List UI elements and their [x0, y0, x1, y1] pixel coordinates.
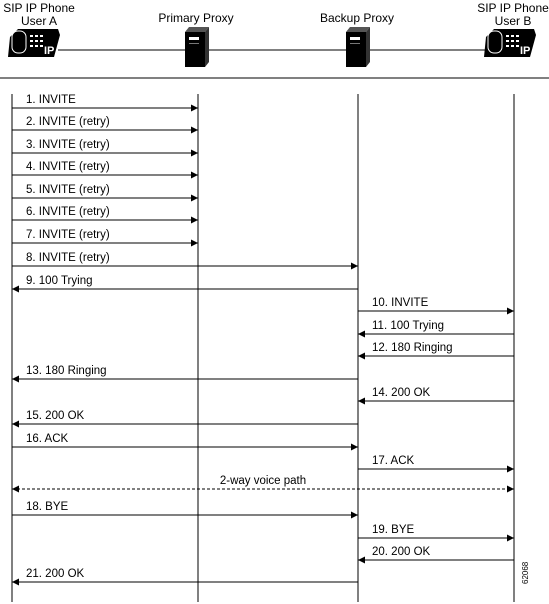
phone-b-line1: SIP IP Phone: [477, 1, 549, 15]
svg-text:IP: IP: [44, 45, 55, 57]
primary-proxy-label: Primary Proxy: [158, 11, 234, 25]
message-label: 17. ACK: [372, 455, 415, 467]
message-label: 4. INVITE (retry): [26, 161, 110, 173]
ip-phone-icon: [8, 29, 60, 57]
server-tower-icon: [346, 27, 370, 67]
message-label: 12. 180 Ringing: [372, 342, 453, 354]
phone-a-line2: User A: [20, 14, 57, 28]
backup-proxy-label: Backup Proxy: [319, 11, 395, 25]
message-label: 10. INVITE: [372, 297, 429, 309]
message-label: 19. BYE: [372, 524, 415, 536]
message-label: 1. INVITE: [26, 94, 76, 106]
phone-a-line1: SIP IP Phone: [3, 1, 75, 15]
message-label: 11. 100 Trying: [372, 320, 445, 332]
message-label: 5. INVITE (retry): [26, 184, 110, 196]
message-label: 20. 200 OK: [372, 546, 431, 558]
message-label: 18. BYE: [26, 501, 69, 513]
ip-phone-icon: [484, 29, 536, 57]
message-label: 13. 180 Ringing: [26, 365, 107, 377]
message-label: 7. INVITE (retry): [26, 229, 110, 241]
message-label: 15. 200 OK: [26, 410, 85, 422]
voice-path-label: 2-way voice path: [219, 475, 307, 487]
phone-b-line2: User B: [494, 14, 532, 28]
message-label: 9. 100 Trying: [26, 275, 93, 287]
figure-id: 62068: [521, 561, 530, 584]
server-tower-icon: [185, 27, 209, 67]
message-label: 16. ACK: [26, 433, 69, 445]
message-label: 21. 200 OK: [26, 568, 85, 580]
message-label: 6. INVITE (retry): [26, 206, 110, 218]
message-label: 3. INVITE (retry): [26, 139, 110, 151]
svg-text:IP: IP: [520, 45, 531, 57]
message-label: 8. INVITE (retry): [26, 252, 110, 264]
message-label: 14. 200 OK: [372, 387, 431, 399]
message-arrows: [12, 94, 514, 582]
message-label: 2. INVITE (retry): [26, 116, 110, 128]
